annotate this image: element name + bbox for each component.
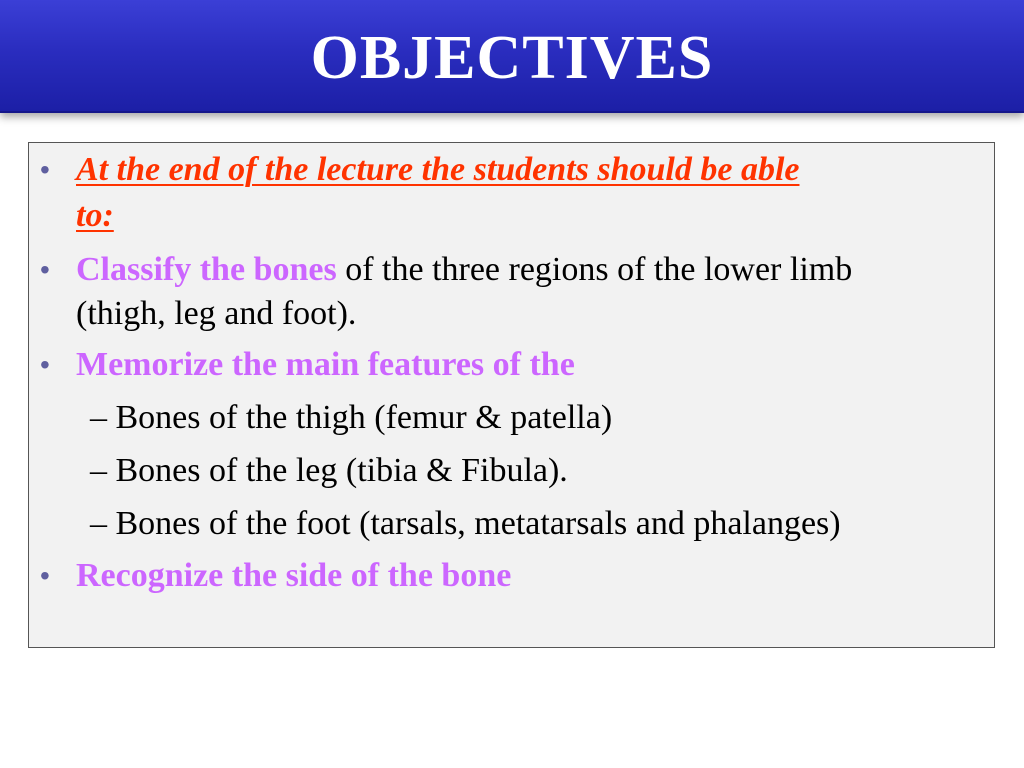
sub-item-thigh: – Bones of the thigh (femur & patella) [90, 399, 613, 436]
bullet-marker: • [40, 254, 50, 285]
bullet-marker: • [40, 349, 50, 380]
bullet-marker: • [40, 154, 50, 185]
classify-rest: of the three regions of the lower limb [336, 251, 853, 288]
classify-bullet-line-1 [76, 250, 852, 290]
sub-item-leg: – Bones of the leg (tibia & Fibula). [90, 452, 568, 489]
bullet-marker: • [40, 560, 50, 591]
title-bar [0, 0, 1024, 113]
classify-emphasis: Classify the bones [76, 251, 337, 288]
classify-bullet-line-2: (thigh, leg and foot). [76, 295, 357, 332]
memorize-bullet: Memorize the main features of the [76, 346, 575, 383]
recognize-bullet: Recognize the side of the bone [76, 557, 512, 594]
intro-line-2: to: [76, 197, 114, 234]
slide-title: OBJECTIVES [310, 24, 714, 92]
sub-item-foot: – Bones of the foot (tarsals, metatarsals and phalanges) [90, 505, 841, 542]
intro-line-1: At the end of the lecture the students should be able [76, 151, 800, 188]
